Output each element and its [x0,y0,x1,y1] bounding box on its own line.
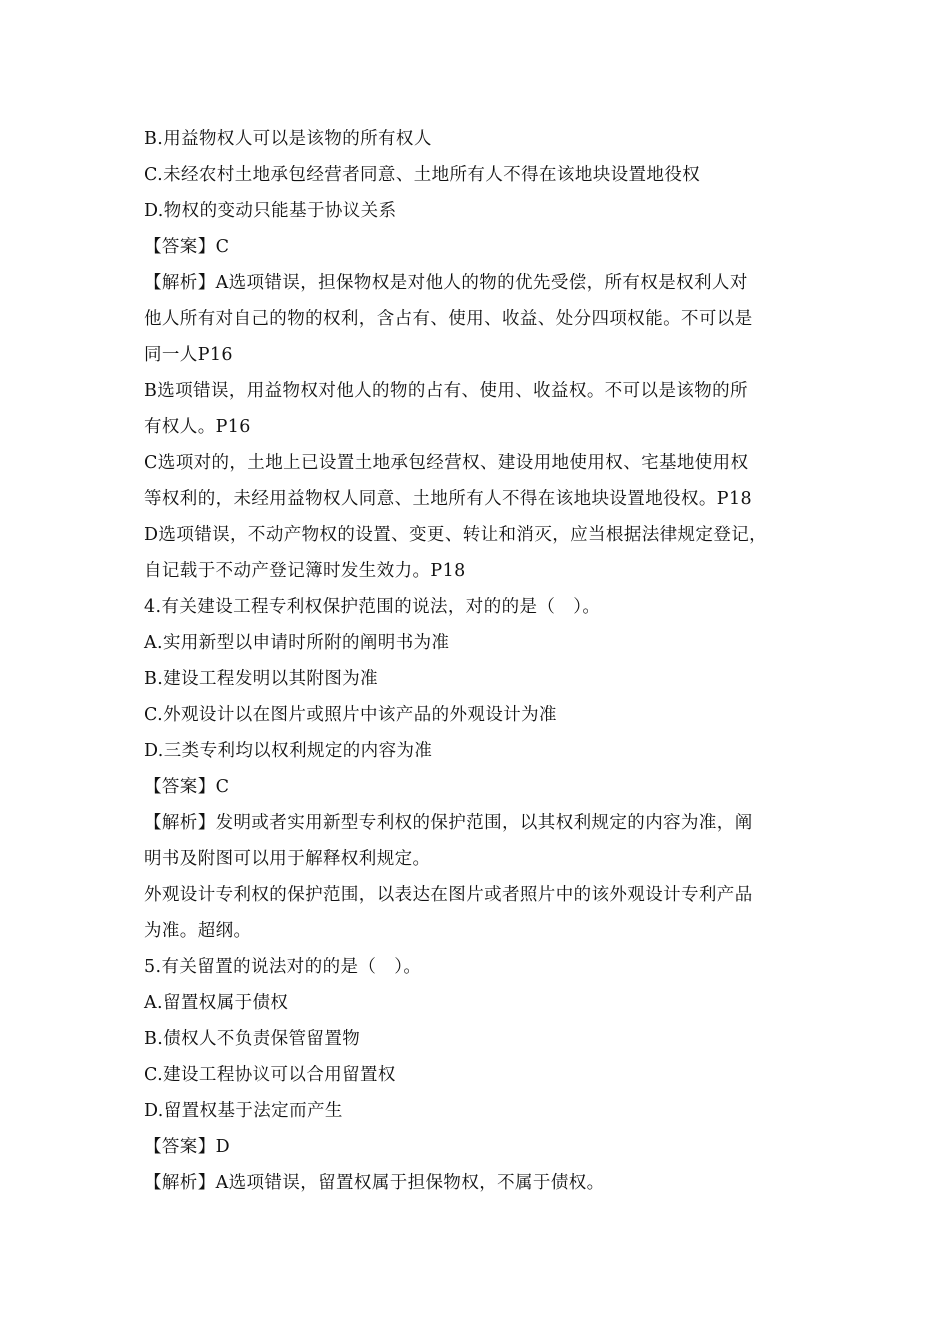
explanation-line: 【解析】发明或者实用新型专利权的保护范围，以其权利规定的内容为准，阐 [144,813,753,833]
answer-line: 【答案】C [144,777,230,797]
explanation-line: 外观设计专利权的保护范围，以表达在图片或者照片中的该外观设计专利产品 [144,885,753,905]
explanation-line: C选项对的，土地上已设置土地承包经营权、建设用地使用权、宅基地使用权 [144,453,749,473]
explanation-line: 自记载于不动产登记簿时发生效力。P18 [144,561,466,581]
option-line: B.用益物权人可以是该物的所有权人 [144,129,432,149]
option-line: A.实用新型以申请时所附的阐明书为准 [144,633,450,653]
document-body [144,121,824,1201]
explanation-line: 【解析】A选项错误，留置权属于担保物权，不属于债权。 [144,1173,605,1193]
explanation-line: 有权人。P16 [144,417,251,437]
explanation-line: 明书及附图可以用于解释权利规定。 [144,849,431,869]
explanation-line: 等权利的，未经用益物权人同意、土地所有人不得在该地块设置地役权。P18 [144,489,753,509]
question-line: 5.有关留置的说法对的的是（ ）。 [144,957,422,977]
option-line: D.物权的变动只能基于协议关系 [144,201,397,221]
explanation-line: 为准。超纲。 [144,921,252,941]
option-line: D.三类专利均以权利规定的内容为准 [144,741,433,761]
option-line: A.留置权属于债权 [144,993,289,1013]
option-line: C.建设工程协议可以合用留置权 [144,1065,396,1085]
explanation-line: B选项错误，用益物权对他人的物的占有、使用、收益权。不可以是该物的所 [144,381,748,401]
explanation-line: D选项错误，不动产物权的设置、变更、转让和消灭，应当根据法律规定登记， [144,525,768,545]
option-line: B.建设工程发明以其附图为准 [144,669,379,689]
option-line: B.债权人不负责保管留置物 [144,1029,361,1049]
explanation-line: 【解析】A选项错误，担保物权是对他人的物的优先受偿，所有权是权利人对 [144,273,748,293]
explanation-line: 他人所有对自己的物的权利，含占有、使用、收益、处分四项权能。不可以是 [144,309,753,329]
answer-line: 【答案】C [144,237,230,257]
option-line: C.外观设计以在图片或照片中该产品的外观设计为准 [144,705,557,725]
option-line: D.留置权基于法定而产生 [144,1101,343,1121]
explanation-line: 同一人P16 [144,345,233,365]
question-line: 4.有关建设工程专利权保护范围的说法，对的的是（ ）。 [144,597,601,617]
answer-line: 【答案】D [144,1137,231,1157]
option-line: C.未经农村土地承包经营者同意、土地所有人不得在该地块设置地役权 [144,165,701,185]
